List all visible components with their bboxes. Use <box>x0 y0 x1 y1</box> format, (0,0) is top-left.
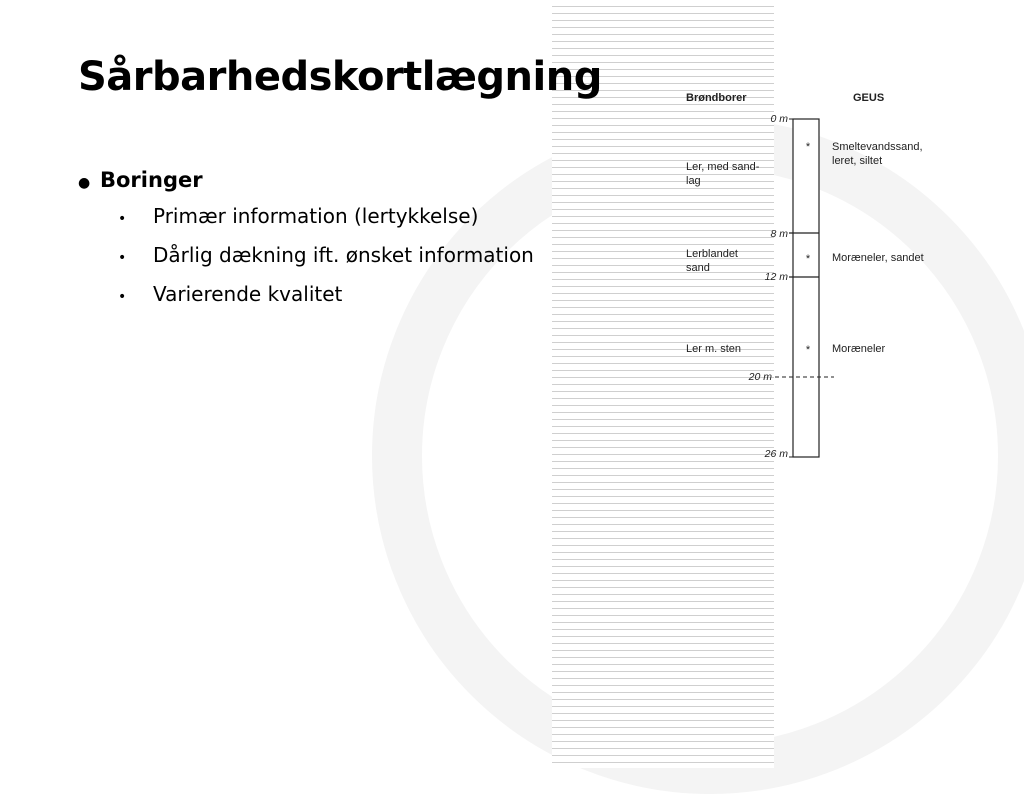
right-layer-label: Moræneler, sandet <box>832 252 924 264</box>
sub-bullet-item <box>118 243 534 282</box>
right-layer-label: Smeltevandssand, <box>832 141 923 153</box>
bullet-list <box>78 168 534 321</box>
left-layer-label: Ler, med sand- <box>686 161 760 173</box>
bullet-label: Boringer <box>100 168 203 192</box>
left-layer-label: sand <box>686 262 710 274</box>
borehole-column <box>793 119 819 457</box>
right-layer-label: Moræneler <box>832 343 886 355</box>
left-layer-label: Ler m. sten <box>686 343 742 355</box>
bullet-dot-icon: • <box>118 250 127 266</box>
bullet-item <box>78 168 534 321</box>
sub-bullet-item <box>118 204 534 243</box>
depth-label: 26 m <box>764 448 788 460</box>
depth-label: 0 m <box>770 113 788 125</box>
left-layer-label: lag <box>686 175 701 187</box>
sample-marker-icon: * <box>805 344 811 356</box>
sub-bullet-label: Varierende kvalitet <box>153 282 343 306</box>
header-left: Brøndborer <box>686 92 747 104</box>
left-layer-label: Lerblandet <box>686 248 738 260</box>
sub-bullet-list <box>78 204 534 321</box>
bullet-dot-icon: • <box>118 211 127 227</box>
sub-bullet-label: Primær information (lertykkelse) <box>153 204 479 228</box>
page-title: Sårbarhedskortlægning <box>78 54 602 100</box>
depth-label: 8 m <box>770 228 788 240</box>
bullet-dot-icon: • <box>118 289 127 305</box>
sub-bullet-label: Dårlig dækning ift. ønsket information <box>153 243 534 267</box>
depth-label: 12 m <box>764 271 788 283</box>
right-layer-label: leret, siltet <box>832 155 883 167</box>
sub-bullet-item <box>118 282 534 321</box>
bullet-level1 <box>78 168 534 200</box>
sample-marker-icon: * <box>805 253 811 265</box>
borehole-log-diagram <box>672 84 972 474</box>
sample-marker-icon: * <box>805 141 811 153</box>
depth-label: 20 m <box>748 371 772 383</box>
bullet-dot-icon: ● <box>78 175 91 191</box>
header-right: GEUS <box>853 92 885 104</box>
